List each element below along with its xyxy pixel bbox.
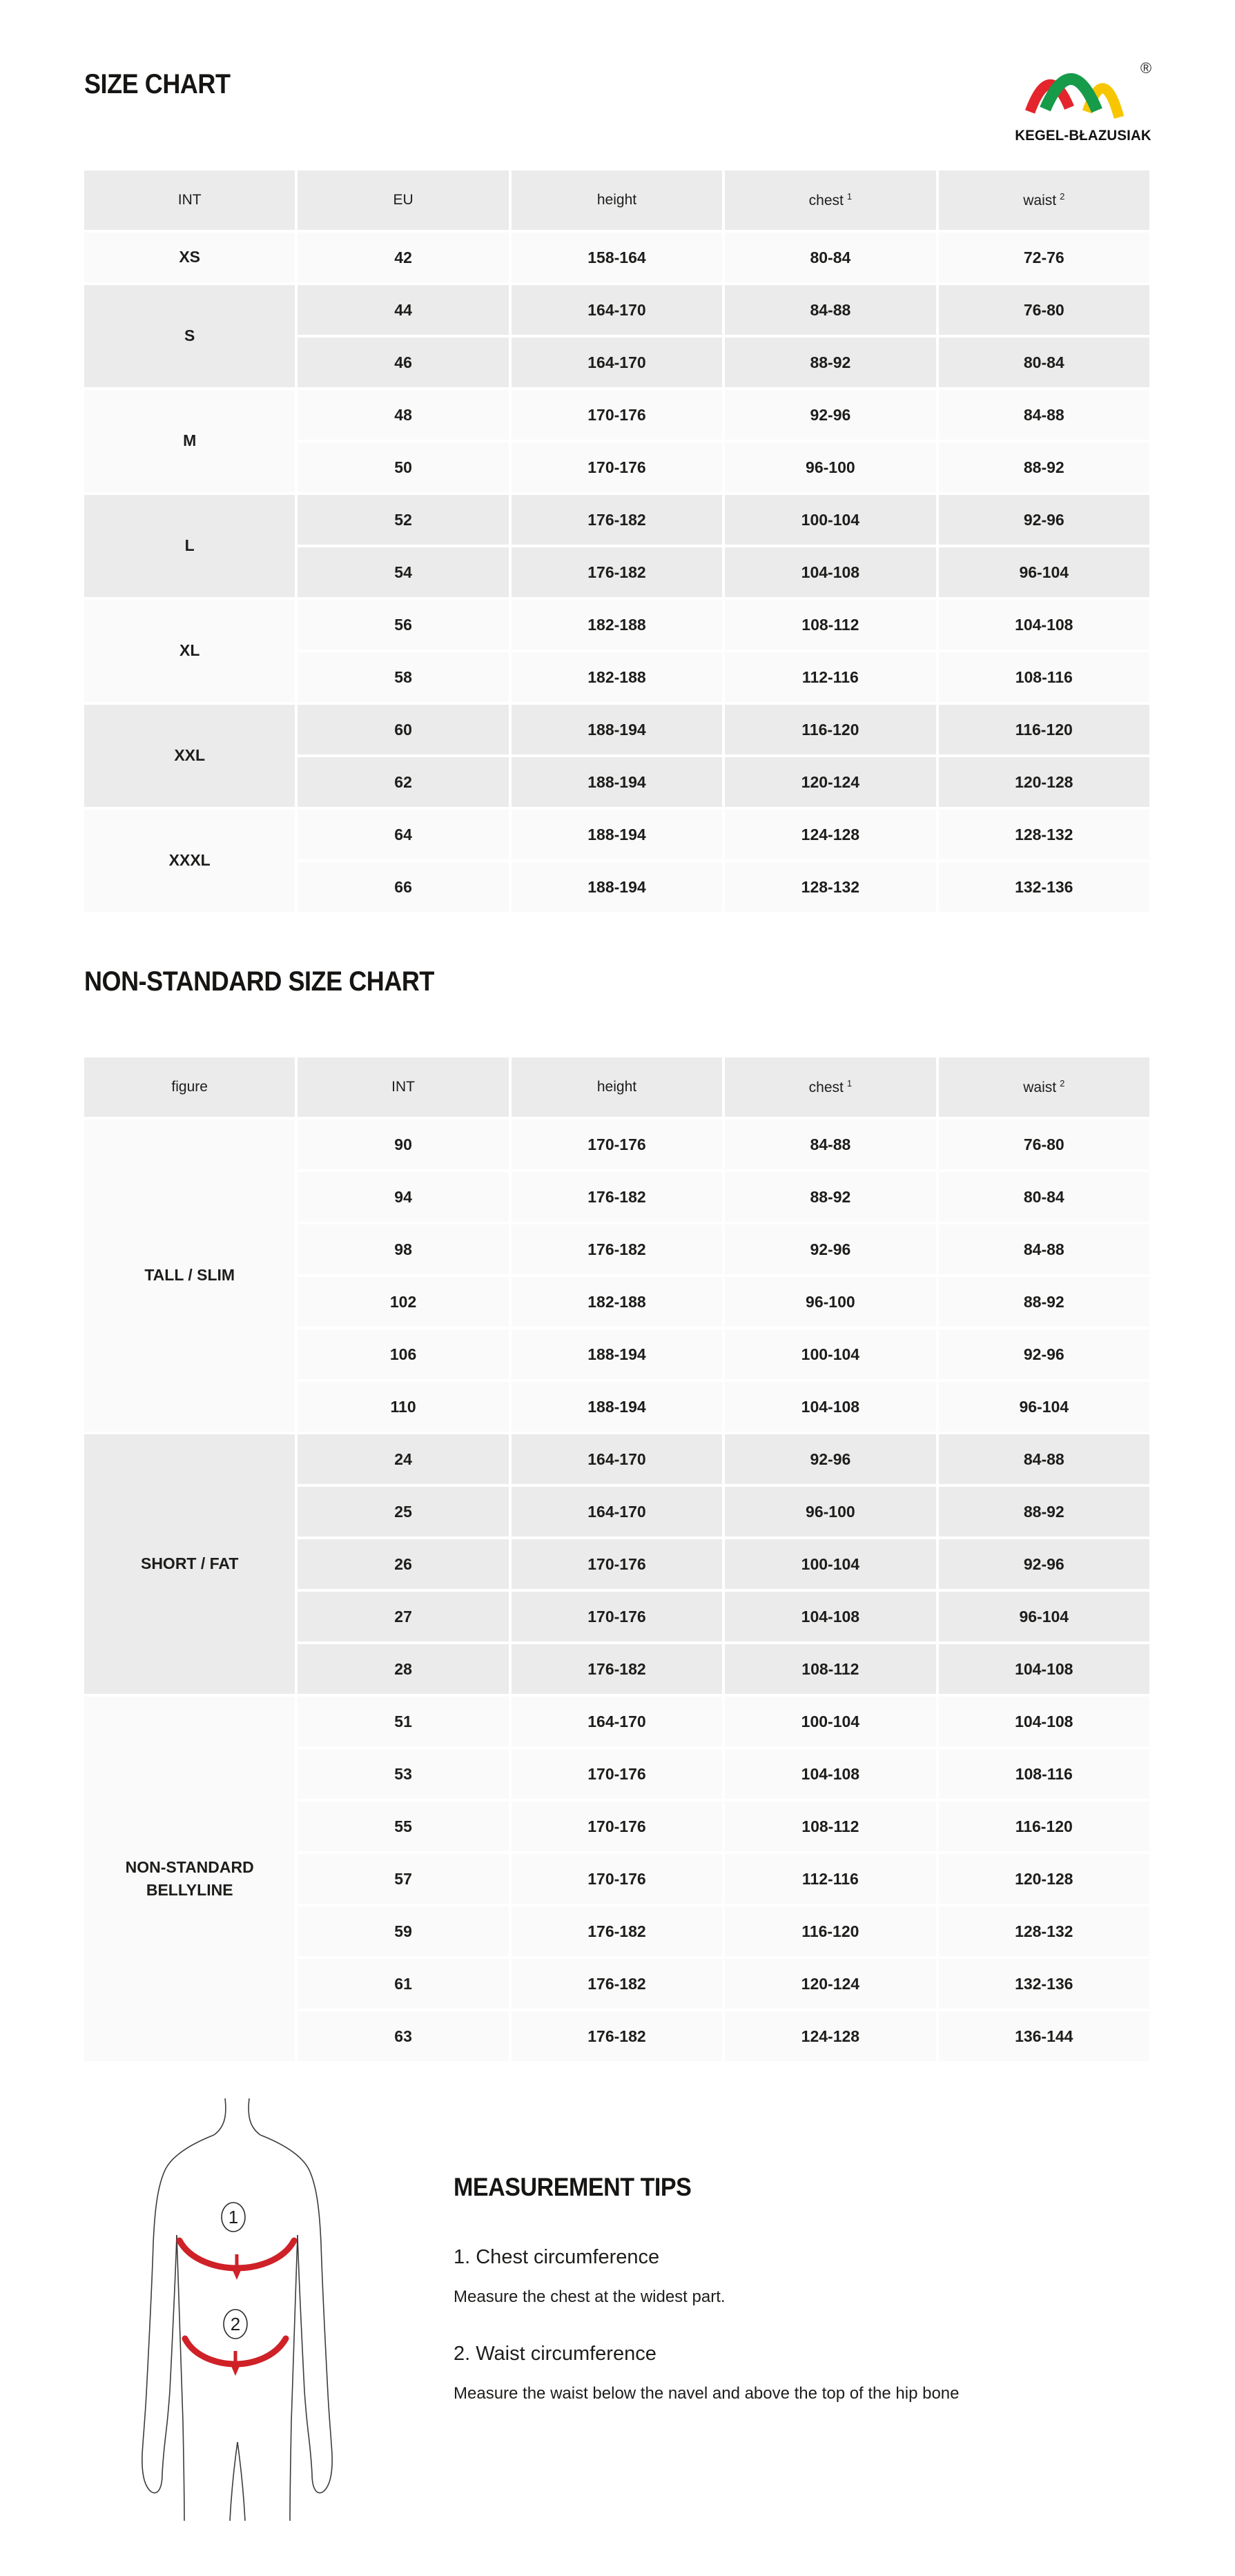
size-cell: 46 bbox=[298, 338, 508, 387]
size-cell: 120-124 bbox=[725, 757, 935, 807]
non-standard-title: NON-STANDARD SIZE CHART bbox=[84, 966, 434, 997]
size-cell: 120-128 bbox=[939, 757, 1149, 807]
size-cell: 176-182 bbox=[512, 1172, 722, 1222]
logo-brand-text: KEGEL-BŁAZUSIAK bbox=[1015, 128, 1151, 144]
size-cell: 92-96 bbox=[939, 1539, 1149, 1589]
size-cell: 188-194 bbox=[512, 862, 722, 912]
group-label-cell: XL bbox=[84, 600, 295, 702]
size-cell: 100-104 bbox=[725, 1329, 935, 1379]
size-cell: 58 bbox=[298, 652, 508, 702]
size-cell: 96-104 bbox=[939, 1382, 1149, 1432]
size-cell: 108-112 bbox=[725, 600, 935, 650]
size-cell: 84-88 bbox=[939, 390, 1149, 440]
size-cell: 66 bbox=[298, 862, 508, 912]
size-cell: 124-128 bbox=[725, 810, 935, 859]
tip-text-chest: Measure the chest at the widest part. bbox=[454, 2287, 726, 2306]
size-cell: 80-84 bbox=[939, 338, 1149, 387]
tip-title-waist: 2. Waist circumference bbox=[454, 2343, 657, 2365]
size-cell: 182-188 bbox=[512, 600, 722, 650]
group-label-cell: XS bbox=[84, 233, 295, 282]
size-cell: 92-96 bbox=[725, 1224, 935, 1274]
size-cell: 84-88 bbox=[939, 1224, 1149, 1274]
size-cell: 92-96 bbox=[939, 1329, 1149, 1379]
size-cell: 164-170 bbox=[512, 338, 722, 387]
size-cell: 176-182 bbox=[512, 2011, 722, 2061]
size-cell: 170-176 bbox=[512, 1749, 722, 1799]
group-label-cell: S bbox=[84, 285, 295, 387]
table-row bbox=[84, 495, 1149, 545]
size-cell: 188-194 bbox=[512, 1329, 722, 1379]
size-cell: 128-132 bbox=[725, 862, 935, 912]
size-cell: 108-116 bbox=[939, 652, 1149, 702]
size-cell: 102 bbox=[298, 1277, 508, 1327]
size-cell: 48 bbox=[298, 390, 508, 440]
size-cell: 170-176 bbox=[512, 1854, 722, 1904]
size-cell: 90 bbox=[298, 1120, 508, 1169]
waist-measure-arc bbox=[185, 2339, 286, 2376]
page-title: SIZE CHART bbox=[84, 69, 231, 99]
group-label-cell: SHORT / FAT bbox=[84, 1434, 295, 1694]
group-label-cell: L bbox=[84, 495, 295, 597]
size-cell: 92-96 bbox=[939, 495, 1149, 545]
table-row bbox=[84, 285, 1149, 335]
group-label-cell: NON-STANDARD BELLYLINE bbox=[84, 1697, 295, 2061]
size-cell: 62 bbox=[298, 757, 508, 807]
group-label-cell: TALL / SLIM bbox=[84, 1120, 295, 1432]
size-cell: 176-182 bbox=[512, 495, 722, 545]
size-cell: 52 bbox=[298, 495, 508, 545]
size-cell: 110 bbox=[298, 1382, 508, 1432]
column-header: chest $^1$ bbox=[725, 1057, 935, 1117]
size-cell: 104-108 bbox=[725, 1592, 935, 1641]
size-cell: 176-182 bbox=[512, 1644, 722, 1694]
table-row bbox=[84, 1434, 1149, 1484]
size-cell: 136-144 bbox=[939, 2011, 1149, 2061]
column-header: height bbox=[512, 1057, 722, 1117]
non-standard-size-chart-table bbox=[81, 1055, 1152, 2064]
size-cell: 158-164 bbox=[512, 233, 722, 282]
header-row bbox=[84, 1057, 1149, 1117]
size-cell: 104-108 bbox=[939, 1644, 1149, 1694]
table-row bbox=[84, 600, 1149, 650]
size-cell: 84-88 bbox=[939, 1434, 1149, 1484]
column-header: waist $^2$ bbox=[939, 1057, 1149, 1117]
size-cell: 120-124 bbox=[725, 1959, 935, 2009]
size-cell: 42 bbox=[298, 233, 508, 282]
column-header: INT bbox=[298, 1057, 508, 1117]
size-cell: 164-170 bbox=[512, 1434, 722, 1484]
size-cell: 104-108 bbox=[725, 1382, 935, 1432]
size-cell: 106 bbox=[298, 1329, 508, 1379]
size-cell: 72-76 bbox=[939, 233, 1149, 282]
marker-2: 2 bbox=[230, 2314, 241, 2334]
size-cell: 96-100 bbox=[725, 1277, 935, 1327]
size-cell: 124-128 bbox=[725, 2011, 935, 2061]
size-cell: 188-194 bbox=[512, 705, 722, 754]
size-cell: 63 bbox=[298, 2011, 508, 2061]
size-cell: 80-84 bbox=[725, 233, 935, 282]
size-cell: 60 bbox=[298, 705, 508, 754]
header-row bbox=[84, 170, 1149, 230]
column-header: EU bbox=[298, 170, 508, 230]
size-cell: 64 bbox=[298, 810, 508, 859]
table-row bbox=[84, 233, 1149, 282]
registered-mark: ® bbox=[1140, 59, 1152, 77]
size-cell: 170-176 bbox=[512, 1802, 722, 1851]
size-cell: 55 bbox=[298, 1802, 508, 1851]
size-cell: 128-132 bbox=[939, 1906, 1149, 1956]
size-cell: 51 bbox=[298, 1697, 508, 1746]
size-cell: 116-120 bbox=[939, 705, 1149, 754]
size-cell: 170-176 bbox=[512, 1120, 722, 1169]
size-cell: 100-104 bbox=[725, 1539, 935, 1589]
group-label-cell: M bbox=[84, 390, 295, 492]
tip-text-waist: Measure the waist below the navel and above the top of the hip bone bbox=[454, 2384, 960, 2403]
table-row bbox=[84, 705, 1149, 754]
size-cell: 76-80 bbox=[939, 285, 1149, 335]
size-cell: 88-92 bbox=[939, 442, 1149, 492]
size-cell: 108-116 bbox=[939, 1749, 1149, 1799]
size-cell: 98 bbox=[298, 1224, 508, 1274]
size-cell: 182-188 bbox=[512, 1277, 722, 1327]
size-cell: 116-120 bbox=[725, 1906, 935, 1956]
size-cell: 25 bbox=[298, 1487, 508, 1536]
size-cell: 100-104 bbox=[725, 495, 935, 545]
size-cell: 88-92 bbox=[939, 1487, 1149, 1536]
size-cell: 164-170 bbox=[512, 1697, 722, 1746]
measurement-tips bbox=[454, 2173, 1116, 2439]
size-cell: 88-92 bbox=[725, 338, 935, 387]
size-cell: 76-80 bbox=[939, 1120, 1149, 1169]
table-row bbox=[84, 810, 1149, 859]
size-cell: 50 bbox=[298, 442, 508, 492]
size-cell: 128-132 bbox=[939, 810, 1149, 859]
size-cell: 59 bbox=[298, 1906, 508, 1956]
size-cell: 176-182 bbox=[512, 1906, 722, 1956]
marker-1: 1 bbox=[228, 2207, 239, 2227]
size-cell: 100-104 bbox=[725, 1697, 935, 1746]
size-cell: 94 bbox=[298, 1172, 508, 1222]
size-cell: 26 bbox=[298, 1539, 508, 1589]
size-cell: 44 bbox=[298, 285, 508, 335]
group-label-cell: XXL bbox=[84, 705, 295, 807]
size-cell: 116-120 bbox=[725, 705, 935, 754]
size-cell: 96-104 bbox=[939, 547, 1149, 597]
size-cell: 132-136 bbox=[939, 1959, 1149, 2009]
size-cell: 120-128 bbox=[939, 1854, 1149, 1904]
size-cell: 24 bbox=[298, 1434, 508, 1484]
size-cell: 96-104 bbox=[939, 1592, 1149, 1641]
size-cell: 88-92 bbox=[725, 1172, 935, 1222]
size-cell: 28 bbox=[298, 1644, 508, 1694]
size-cell: 104-108 bbox=[939, 1697, 1149, 1746]
table-row bbox=[84, 390, 1149, 440]
size-cell: 170-176 bbox=[512, 1539, 722, 1589]
size-cell: 108-112 bbox=[725, 1644, 935, 1694]
size-cell: 92-96 bbox=[725, 390, 935, 440]
column-header: chest $^1$ bbox=[725, 170, 935, 230]
chest-measure-arc bbox=[179, 2241, 294, 2280]
size-cell: 176-182 bbox=[512, 1224, 722, 1274]
size-cell: 104-108 bbox=[725, 547, 935, 597]
size-cell: 92-96 bbox=[725, 1434, 935, 1484]
size-cell: 108-112 bbox=[725, 1802, 935, 1851]
size-cell: 116-120 bbox=[939, 1802, 1149, 1851]
size-cell: 188-194 bbox=[512, 757, 722, 807]
tip-title-chest: 1. Chest circumference bbox=[454, 2246, 660, 2268]
size-cell: 27 bbox=[298, 1592, 508, 1641]
body-measurement-figure bbox=[123, 2098, 351, 2521]
size-cell: 96-100 bbox=[725, 1487, 935, 1536]
column-header: INT bbox=[84, 170, 295, 230]
size-cell: 54 bbox=[298, 547, 508, 597]
logo-mountains-icon bbox=[1009, 57, 1157, 121]
size-cell: 164-170 bbox=[512, 285, 722, 335]
tips-heading: MEASUREMENT TIPS bbox=[454, 2173, 692, 2201]
size-chart-table bbox=[81, 168, 1152, 915]
size-cell: 57 bbox=[298, 1854, 508, 1904]
size-cell: 104-108 bbox=[939, 600, 1149, 650]
size-cell: 176-182 bbox=[512, 1959, 722, 2009]
group-label-cell: XXXL bbox=[84, 810, 295, 912]
table-row bbox=[84, 1697, 1149, 1746]
column-header: height bbox=[512, 170, 722, 230]
size-cell: 112-116 bbox=[725, 1854, 935, 1904]
size-cell: 84-88 bbox=[725, 1120, 935, 1169]
size-cell: 61 bbox=[298, 1959, 508, 2009]
size-cell: 104-108 bbox=[725, 1749, 935, 1799]
size-cell: 132-136 bbox=[939, 862, 1149, 912]
column-header: waist $^2$ bbox=[939, 170, 1149, 230]
size-cell: 88-92 bbox=[939, 1277, 1149, 1327]
size-cell: 80-84 bbox=[939, 1172, 1149, 1222]
size-cell: 170-176 bbox=[512, 1592, 722, 1641]
size-cell: 188-194 bbox=[512, 810, 722, 859]
size-cell: 170-176 bbox=[512, 390, 722, 440]
size-cell: 112-116 bbox=[725, 652, 935, 702]
size-cell: 164-170 bbox=[512, 1487, 722, 1536]
size-cell: 176-182 bbox=[512, 547, 722, 597]
size-cell: 56 bbox=[298, 600, 508, 650]
size-cell: 182-188 bbox=[512, 652, 722, 702]
size-cell: 84-88 bbox=[725, 285, 935, 335]
size-cell: 188-194 bbox=[512, 1382, 722, 1432]
brand-logo bbox=[1009, 57, 1157, 144]
table-row bbox=[84, 1120, 1149, 1169]
size-cell: 96-100 bbox=[725, 442, 935, 492]
size-cell: 170-176 bbox=[512, 442, 722, 492]
column-header: figure bbox=[84, 1057, 295, 1117]
size-cell: 53 bbox=[298, 1749, 508, 1799]
